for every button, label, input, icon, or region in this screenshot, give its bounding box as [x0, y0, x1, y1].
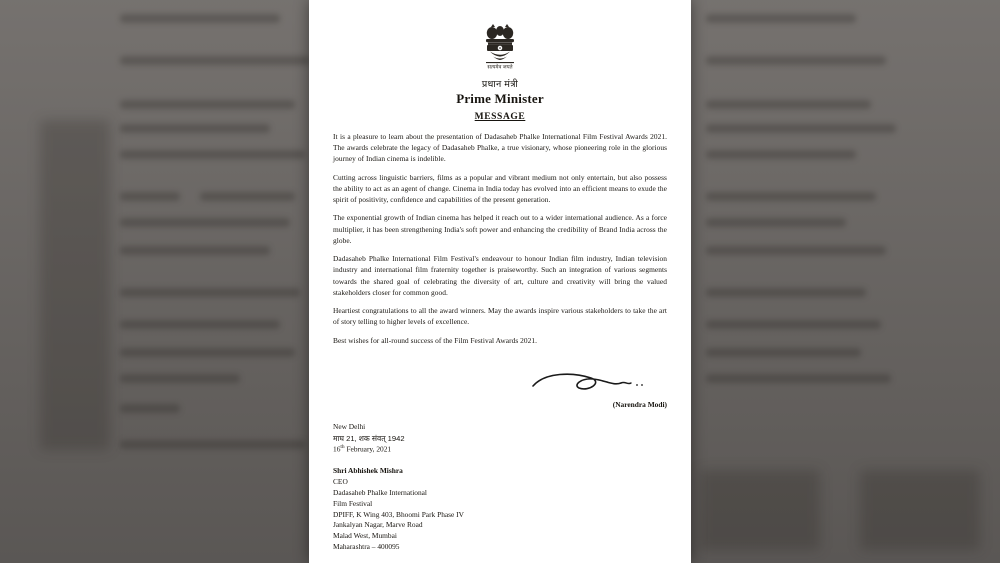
message-label: MESSAGE	[474, 111, 526, 122]
recipient-name: Shri Abhishek Mishra	[333, 465, 403, 475]
hindi-date: माघ 21, शक संवत् 1942	[333, 433, 405, 443]
document-header	[333, 80, 667, 123]
gregorian-date: 16th February, 2021	[333, 443, 392, 453]
place: New Delhi	[333, 421, 366, 431]
recipient-block	[333, 466, 667, 554]
paragraph: The exponential growth of Indian cinema has helped it reach out to a wider international audience. As a force multiplier, it has been strengthening India's soft power and enhancing the credibility of Brand India across the globe.	[333, 213, 667, 245]
message-body	[333, 131, 667, 346]
paragraph: Best wishes for all-round success of the Film Festival Awards 2021.	[333, 335, 538, 345]
svg-text:सत्यमेव जयते: सत्यमेव जयते	[487, 64, 513, 71]
recipient-line: Malad West, Mumbai	[333, 531, 397, 541]
signature-area	[333, 370, 667, 416]
recipient-line: Dadasaheb Phalke International	[333, 487, 427, 497]
recipient-line: CEO	[333, 476, 348, 486]
page-title: Prime Minister	[456, 90, 544, 106]
recipient-line: Maharashtra – 400095	[333, 542, 400, 552]
emblem-container	[333, 22, 667, 79]
india-state-emblem-icon	[480, 22, 520, 74]
signatory-name: (Narendra Modi)	[612, 399, 667, 409]
recipient-line: DPIFF, K Wing 403, Bhoomi Park Phase IV	[333, 509, 464, 519]
hindi-title: प्रधान मंत्री	[481, 79, 519, 90]
recipient-line: Film Festival	[333, 498, 373, 508]
document-page	[309, 0, 691, 563]
paragraph: Dadasaheb Phalke International Film Festival's endeavour to honour Indian film industry, Indian television industry and international film fraternity together is praiseworthy. Such an integration of various segments towards the shared goal of celebrating the diversity of art, culture and creativity will bring the valued stakeholders closer for common good.	[333, 254, 667, 297]
place-date-block	[333, 422, 667, 455]
paragraph: Heartiest congratulations to all the award winners. May the awards inspire various stakeholders to take the art of story telling to higher levels of excellence.	[333, 306, 667, 327]
recipient-line: Jankalyan Nagar, Marve Road	[333, 520, 423, 530]
paragraph: Cutting across linguistic barriers, films as a popular and vibrant medium not only entertain, but also possess the ability to act as an agent of change. Cinema in India today has evolved into an efficient means to exude the spirit of positivity, confidence and capabilities of the present generation.	[333, 172, 667, 205]
paragraph: It is a pleasure to learn about the presentation of Dadasaheb Phalke International Film Festival Awards 2021. The awards celebrate the legacy of Dadasaheb Phalke, a true visionary, whose pioneering role in the glorious journey of Indian cinema is indelible.	[333, 131, 667, 164]
